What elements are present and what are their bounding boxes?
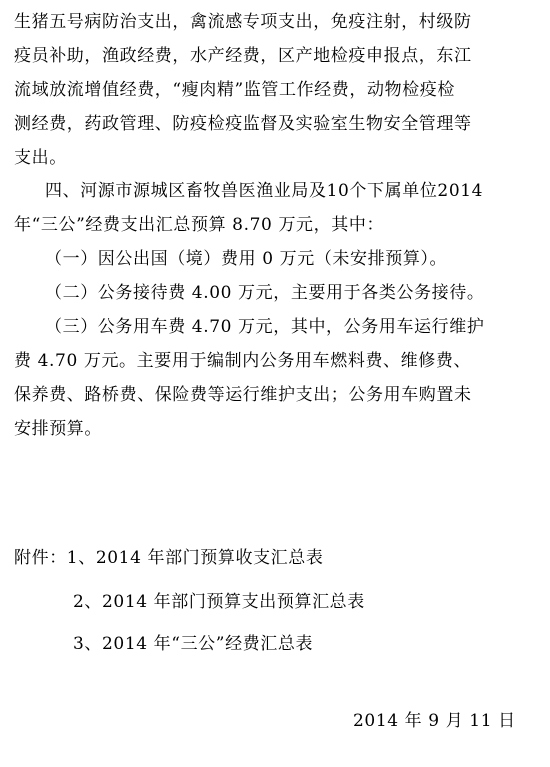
item-three-line: 保养费、路桥费、保险费等运行维护支出；公务用车购置未 (14, 385, 472, 405)
attachment-item-3: 3、2014 年“三公”经费汇总表 (73, 634, 314, 654)
attachment-item-1: 附件：1、2014 年部门预算收支汇总表 (14, 548, 324, 568)
paragraph-line: 流域放流增值经费，“瘦肉精”监管工作经费，动物检疫检 (14, 80, 455, 100)
paragraph-line: 支出。 (14, 148, 67, 168)
item-two: （二）公务接待费 4.00 万元，主要用于各类公务接待。 (45, 283, 485, 303)
item-one: （一）因公出国（境）费用 0 万元（未安排预算）。 (45, 249, 448, 269)
item-three: （三）公务用车费 4.70 万元，其中，公务用车运行维护 (45, 317, 485, 337)
paragraph-line: 测经费，药政管理、防疫检疫监督及实验室生物安全管理等 (14, 114, 472, 134)
attachment-item-2: 2、2014 年部门预算支出预算汇总表 (73, 592, 365, 612)
paragraph-line: 疫员补助，渔政经费，水产经费，区产地检疫申报点，东江 (14, 46, 472, 66)
item-three-line: 安排预算。 (14, 419, 102, 439)
paragraph-line: 生猪五号病防治支出，禽流感专项支出，免疫注射，村级防 (14, 12, 472, 32)
section-text-line: 年“三公”经费支出汇总预算 8.70 万元，其中： (14, 215, 385, 235)
document-date: 2014 年 9 月 11 日 (353, 711, 516, 731)
section-heading-four: 四、河源市源城区畜牧兽医渔业局及10个下属单位2014 (45, 181, 484, 201)
item-three-line: 费 4.70 万元。主要用于编制内公务用车燃料费、维修费、 (14, 351, 472, 371)
